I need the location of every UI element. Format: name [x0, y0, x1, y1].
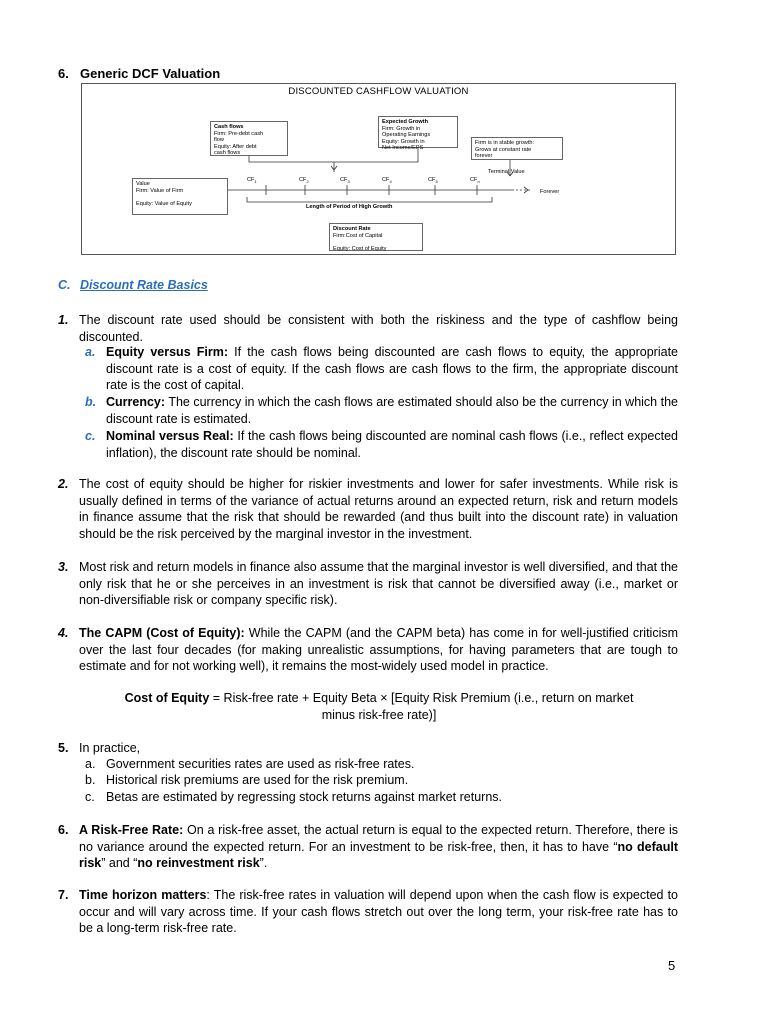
page-number: 5	[668, 958, 676, 973]
section-heading-6	[58, 66, 220, 81]
dcf-diagram	[81, 83, 676, 255]
sub-text: If the cash flows being discounted are cash flows to equity, the appropriate discount rate is a cost of equity. If the cash flows are cash flows to the firm, the appropriate discount rate is the cost of capital.	[106, 345, 679, 392]
item-bold: A Risk-Free Rate:	[79, 823, 184, 837]
cf-sub: n	[477, 179, 480, 185]
cf-text: CF	[382, 177, 390, 183]
sub-text: Government securities rates are used as risk-free rates.	[106, 757, 415, 771]
item-text: On a risk-free asset, the actual return is equal to the expected return. Therefore, there is no variance around the expected return. For an investment to be risk-free, then, it has to have “	[79, 823, 678, 854]
cf-text: CF	[340, 177, 348, 183]
list-item-2	[58, 476, 678, 542]
sub-letter: b.	[85, 773, 96, 787]
item-text: : The risk-free rates in valuation will depend upon when the cash flow is expected to occur and will vary across time. If your cash flows stretch out over the long term, your risk-free rate has to be a long-term risk-free rate.	[79, 888, 679, 935]
item-bold: no default risk	[79, 839, 678, 870]
section-heading-c	[58, 278, 208, 292]
sub-bold: Currency:	[106, 395, 166, 409]
item-text: ” and “	[101, 856, 138, 870]
value-line: Equity: Value of Equity	[136, 200, 192, 207]
sub-bold: Equity versus Firm:	[106, 345, 229, 359]
diagram-title: DISCOUNTED CASHFLOW VALUATION	[288, 86, 469, 97]
capm-formula	[80, 690, 678, 723]
sub-item-1b	[85, 394, 678, 427]
sub-item-1c	[85, 428, 678, 461]
cash-flows-line: Equity: After debt	[214, 143, 257, 150]
list-item-6	[58, 822, 678, 872]
item-number: 3.	[58, 560, 69, 574]
cf-sub: 3	[347, 179, 350, 185]
item-text: While the CAPM (and the CAPM beta) has come in for well-justified criticism over the last four decades (for making unrealistic assumptions, for having parameters that are tough to estimate and for not working well), it remains the most-widely used model in practice.	[79, 626, 679, 673]
list-item-1	[58, 312, 678, 345]
stable-growth-line: Grows at constant rate	[475, 146, 532, 153]
expected-growth-head: Expected Growth	[382, 119, 429, 125]
item-text: ”.	[259, 856, 268, 870]
cf-text: CF	[470, 177, 478, 183]
cf-sub: 4	[389, 179, 392, 185]
list-item-7	[58, 887, 678, 937]
item-text: In practice,	[79, 741, 141, 755]
cf-text: CF	[428, 177, 436, 183]
heading-title: Generic DCF Valuation	[80, 66, 221, 81]
sub-text: If the cash flows being discounted are nominal cash flows (i.e., reflect expected inflation), the discount rate should be nominal.	[106, 429, 678, 460]
item-number: 5.	[58, 741, 69, 755]
sub-item-1a	[85, 344, 678, 394]
cf-sub: 2	[306, 179, 309, 185]
diagram-lines	[82, 84, 677, 256]
expected-growth-line: Equity: Growth in	[382, 138, 425, 145]
item-bold: The CAPM (Cost of Equity):	[79, 626, 245, 640]
sub-item-5a	[85, 756, 678, 773]
sub-text: The currency in which the cash flows are estimated should also be the currency in which the discount rate is estimated.	[106, 395, 678, 426]
value-line: Value	[136, 181, 150, 187]
sub-letter: a.	[85, 345, 96, 359]
expected-growth-line: Operating Earnings	[382, 132, 431, 139]
section-letter: C.	[58, 278, 71, 292]
sub-item-5b	[85, 772, 678, 789]
sub-letter: a.	[85, 757, 96, 771]
sub-letter: c.	[85, 790, 95, 804]
expected-growth-line: Net Income/EPS	[382, 145, 424, 152]
cf-text: CF	[299, 177, 307, 183]
sub-item-5c	[85, 789, 678, 806]
cash-flows-line: Firm: Pre-debt cash	[214, 130, 264, 137]
sub-letter: c.	[85, 429, 96, 443]
cash-flows-head: Cash flows	[214, 124, 244, 130]
item-bold: no reinvestment risk	[137, 856, 260, 870]
cf-text: CF	[247, 177, 255, 183]
expected-growth-line: Firm: Growth in	[382, 125, 421, 132]
formula-line2: minus risk-free rate)]	[321, 707, 437, 722]
list-item-3	[58, 559, 678, 609]
item-number: 4.	[58, 626, 69, 640]
section-title-link[interactable]: Discount Rate Basics	[80, 278, 208, 292]
sub-letter: b.	[85, 395, 97, 409]
cash-flows-line: cash flows	[214, 150, 241, 157]
list-item-4	[58, 625, 678, 675]
item-text: The discount rate used should be consistent with both the riskiness and the type of cashflow being discounted.	[79, 313, 678, 344]
forever-label: Forever	[540, 189, 560, 195]
item-bold: Time horizon matters	[79, 888, 207, 902]
stable-growth-line: forever	[475, 153, 493, 160]
discount-rate-line: Firm:Cost of Capital	[333, 232, 383, 239]
stable-growth-line: Firm is in stable growth:	[475, 140, 535, 146]
cf-sub: 1	[254, 179, 257, 185]
cf-sub: 5	[435, 179, 438, 185]
formula-line1: = Risk-free rate + Equity Beta × [Equity Risk Premium (i.e., return on market	[209, 691, 634, 705]
sub-bold: Nominal versus Real:	[106, 429, 234, 443]
item-number: 7.	[58, 888, 69, 902]
formula-bold: Cost of Equity	[124, 691, 210, 705]
sub-text: Betas are estimated by regressing stock returns against market returns.	[106, 790, 503, 804]
item-text: Most risk and return models in finance also assume that the marginal investor is well diversified, and that the only risk that he or she perceives in an investment is risk that cannot be diversified away (i.e., market or non-diversifiable risk or company specific risk).	[79, 560, 678, 607]
list-item-5	[58, 740, 678, 757]
terminal-value-label: Terminal Value	[488, 169, 525, 175]
period-label: Length of Period of High Growth	[306, 204, 393, 210]
item-text: The cost of equity should be higher for riskier investments and lower for safer investments. While risk is usually defined in terms of the variance of actual returns around an expected return, risk and return models in finance assume that the risk that should be rewarded (and thus built into the discount rate) in valuation should be the risk perceived by the marginal investor in the investment.	[79, 477, 678, 541]
item-number: 2.	[58, 477, 69, 491]
cash-flows-line: flow	[214, 137, 224, 144]
heading-number: 6.	[58, 66, 69, 81]
item-number: 1.	[58, 313, 69, 327]
discount-rate-head: Discount Rate	[333, 226, 371, 232]
sub-text: Historical risk premiums are used for the risk premium.	[106, 773, 409, 787]
item-number: 6.	[58, 823, 69, 837]
value-line: Firm: Value of Firm	[136, 187, 184, 194]
discount-rate-line: Equity: Cost of Equity	[333, 245, 387, 252]
